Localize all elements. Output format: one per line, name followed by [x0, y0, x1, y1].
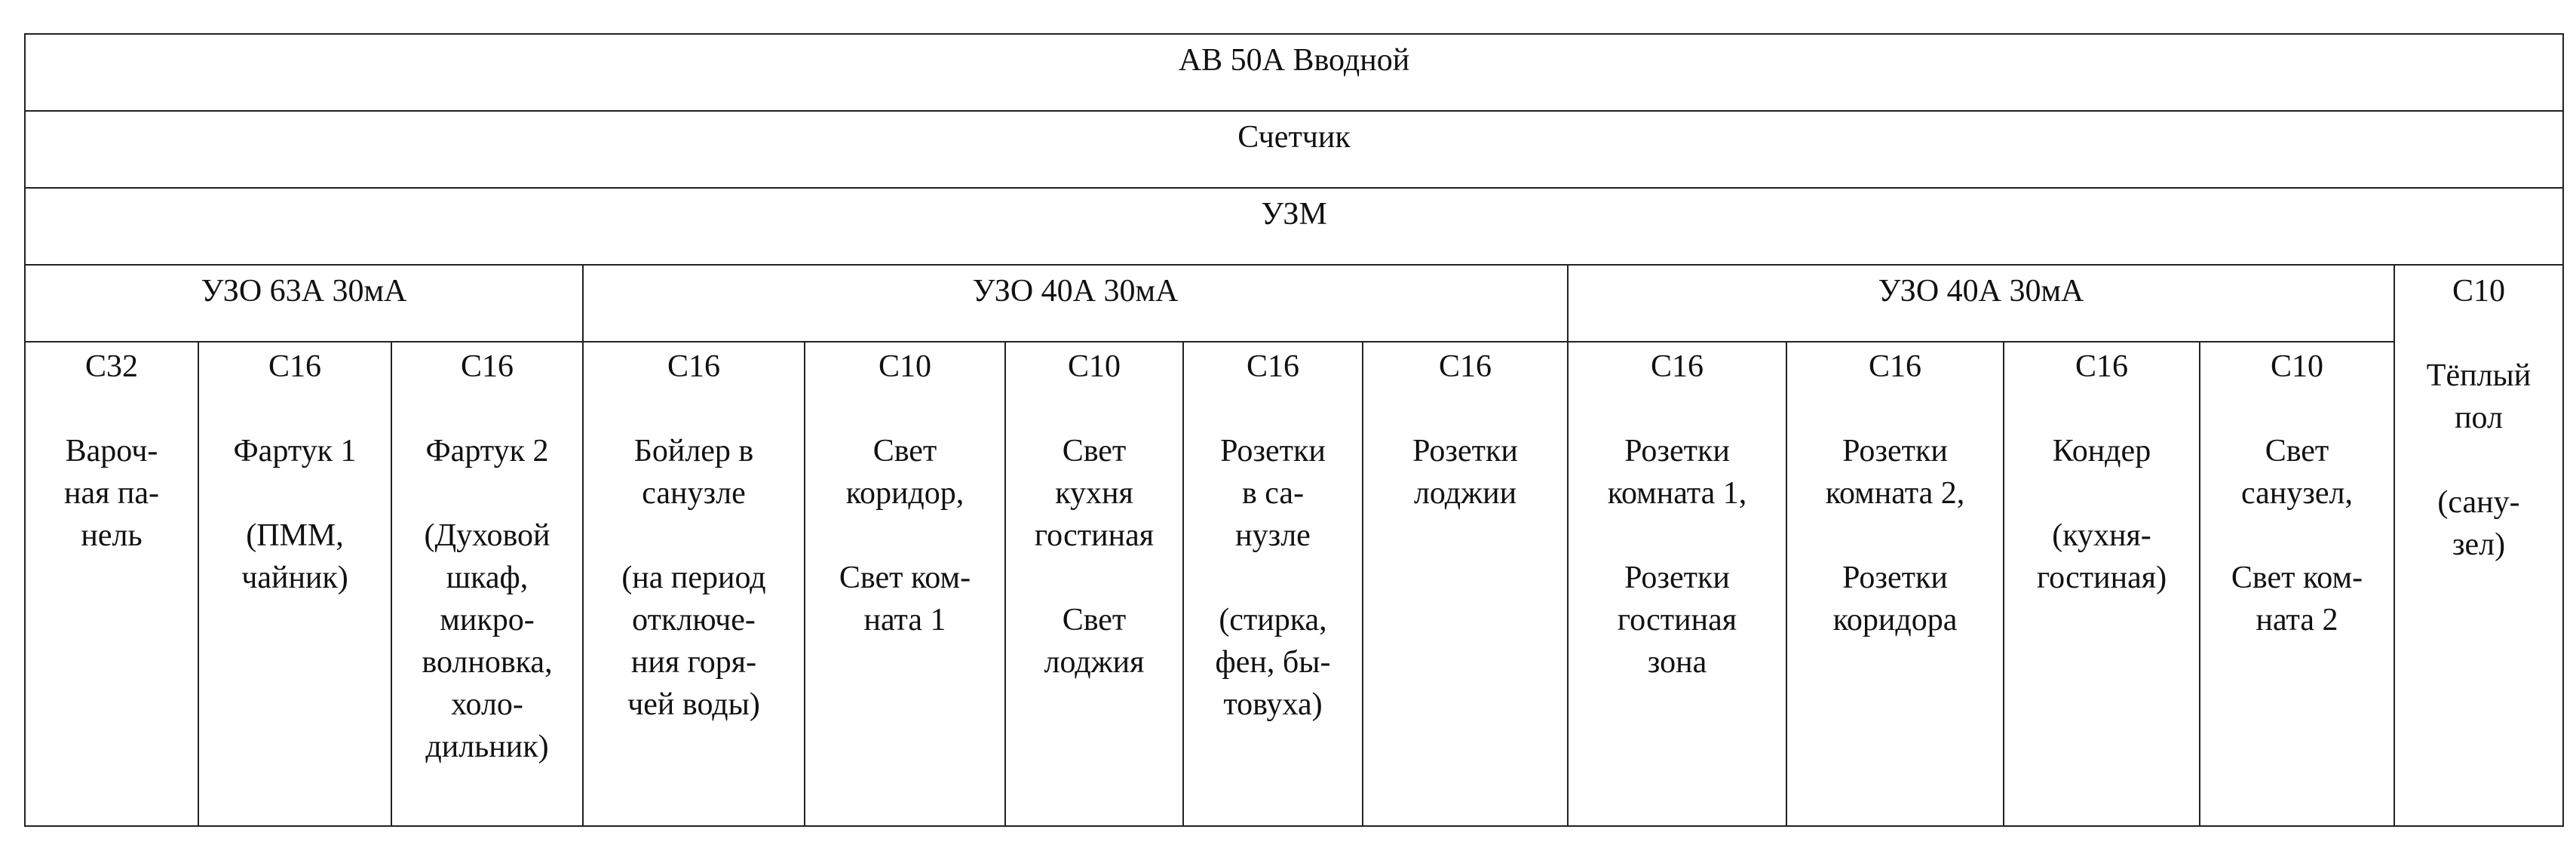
description-line: санузле [642, 476, 746, 511]
description-line: чайник) [241, 561, 348, 595]
circuit-cell [2004, 342, 2200, 826]
circuit-cell [25, 342, 198, 826]
description-line: товуха) [1223, 687, 1323, 722]
description-line: комната 1, [1607, 476, 1747, 511]
breaker-rating: С16 [1246, 349, 1299, 384]
description-line: Розетки [1412, 434, 1518, 468]
breaker-rating: С10 [2270, 349, 2323, 384]
description-line: Кондер [2052, 434, 2151, 468]
description-line: Розетки [1624, 561, 1730, 595]
description-line: (кухня- [2052, 518, 2151, 553]
description-line: Свет ком- [839, 561, 971, 595]
breaker-rating: С16 [667, 349, 720, 384]
meter-cell: Счетчик [25, 111, 2563, 188]
standalone-circuit-cell [2394, 265, 2563, 826]
rcd-group-3: УЗО 40А 30мА [1568, 265, 2394, 342]
circuit-cell [2200, 342, 2394, 826]
description-line: ния горя- [630, 645, 757, 680]
description-line: Свет ком- [2231, 561, 2363, 595]
breaker-rating: С16 [2075, 349, 2128, 384]
description-gap [204, 472, 386, 515]
description-gap [1573, 515, 1781, 557]
description-line: лоджии [1413, 476, 1517, 511]
description-line: фен, бы- [1215, 645, 1331, 680]
description-line: нель [81, 518, 143, 553]
standalone-desc-line: (сану- [2437, 485, 2520, 520]
circuit-cell [1363, 342, 1568, 826]
description-line: холо- [451, 687, 523, 722]
circuit-cell [1568, 342, 1786, 826]
description-line: чей воды) [627, 687, 760, 722]
circuit-row [25, 342, 2563, 826]
breaker-spacer [204, 388, 386, 430]
breaker-rating: С10 [1067, 349, 1121, 384]
description-line: ная па- [63, 476, 160, 511]
description-gap [810, 515, 1000, 557]
electrical-panel-table [24, 33, 2564, 827]
description-line: коридора [1832, 603, 1958, 637]
description-line: нузле [1235, 518, 1311, 553]
description-line: зона [1647, 645, 1707, 680]
description-line: Свет [1062, 434, 1127, 468]
standalone-spacer [2400, 312, 2558, 355]
circuit-cell [391, 342, 583, 826]
description-line: Свет [2265, 434, 2329, 468]
description-line: Свет [1062, 603, 1127, 637]
description-line: Свет [872, 434, 937, 468]
circuit-cell [1786, 342, 2004, 826]
description-line: ната 1 [863, 603, 946, 637]
breaker-rating: С16 [1868, 349, 1921, 384]
description-line: Фартук 1 [233, 434, 357, 468]
circuit-cell [1183, 342, 1363, 826]
breaker-spacer [1010, 388, 1178, 430]
breaker-rating: С16 [460, 349, 514, 384]
description-line: лоджия [1044, 645, 1145, 680]
uzm-cell: УЗМ [25, 188, 2563, 265]
breaker-rating: С16 [1438, 349, 1492, 384]
description-line: шкаф, [446, 561, 529, 595]
description-gap [588, 515, 799, 557]
description-line: кухня [1055, 476, 1133, 511]
rcd-group-2: УЗО 40А 30мА [583, 265, 1568, 342]
standalone-desc-line: Тёплый [2426, 358, 2532, 393]
circuit-cell [583, 342, 805, 826]
description-line: гостиная [1617, 603, 1737, 637]
main-breaker-cell: АВ 50А Вводной [25, 34, 2563, 111]
breaker-spacer [2009, 388, 2194, 430]
description-line: (ПММ, [246, 518, 344, 553]
description-line: Розетки [1220, 434, 1326, 468]
breaker-spacer [810, 388, 1000, 430]
description-gap [1792, 515, 1998, 557]
description-line: волновка, [422, 645, 553, 680]
breaker-rating: С32 [84, 349, 138, 384]
breaker-spacer [2205, 388, 2389, 430]
rcd-group-1: УЗО 63А 30мА [25, 265, 583, 342]
description-gap [1010, 557, 1178, 599]
circuit-cell [1005, 342, 1183, 826]
description-line: Бойлер в [633, 434, 754, 468]
breaker-spacer [30, 388, 193, 430]
standalone-desc-line: пол [2455, 401, 2503, 435]
standalone-desc-line: зел) [2452, 527, 2506, 562]
description-line: Розетки [1842, 434, 1948, 468]
description-gap [397, 472, 578, 515]
description-gap [1188, 557, 1357, 599]
breaker-spacer [1368, 388, 1562, 430]
description-gap [2009, 472, 2194, 515]
description-line: в са- [1241, 476, 1305, 511]
description-line: (стирка, [1219, 603, 1327, 637]
breaker-spacer [1792, 388, 1998, 430]
breaker-spacer [588, 388, 799, 430]
breaker-spacer [397, 388, 578, 430]
description-line: гостиная) [2036, 561, 2167, 595]
description-line: Розетки [1842, 561, 1948, 595]
description-line: коридор, [845, 476, 964, 511]
description-line: Вароч- [65, 434, 158, 468]
standalone-breaker-rating: С10 [2452, 274, 2506, 309]
description-line: Фартук 2 [425, 434, 549, 468]
description-line: (на период [621, 561, 766, 595]
description-line: санузел, [2241, 476, 2353, 511]
description-line: гостиная [1034, 518, 1155, 553]
circuit-cell [198, 342, 391, 826]
breaker-spacer [1188, 388, 1357, 430]
description-line: Розетки [1624, 434, 1730, 468]
description-line: ната 2 [2256, 603, 2338, 637]
breaker-rating: С16 [1650, 349, 1704, 384]
circuit-cell [805, 342, 1005, 826]
description-line: дильник) [425, 730, 549, 764]
standalone-desc-gap [2400, 439, 2558, 481]
description-line: отключе- [632, 603, 756, 637]
description-line: (Духовой [424, 518, 550, 553]
description-gap [2205, 515, 2389, 557]
breaker-rating: С16 [268, 349, 321, 384]
description-line: микро- [440, 603, 535, 637]
description-line: комната 2, [1825, 476, 1965, 511]
breaker-rating: С10 [878, 349, 931, 384]
breaker-spacer [1573, 388, 1781, 430]
